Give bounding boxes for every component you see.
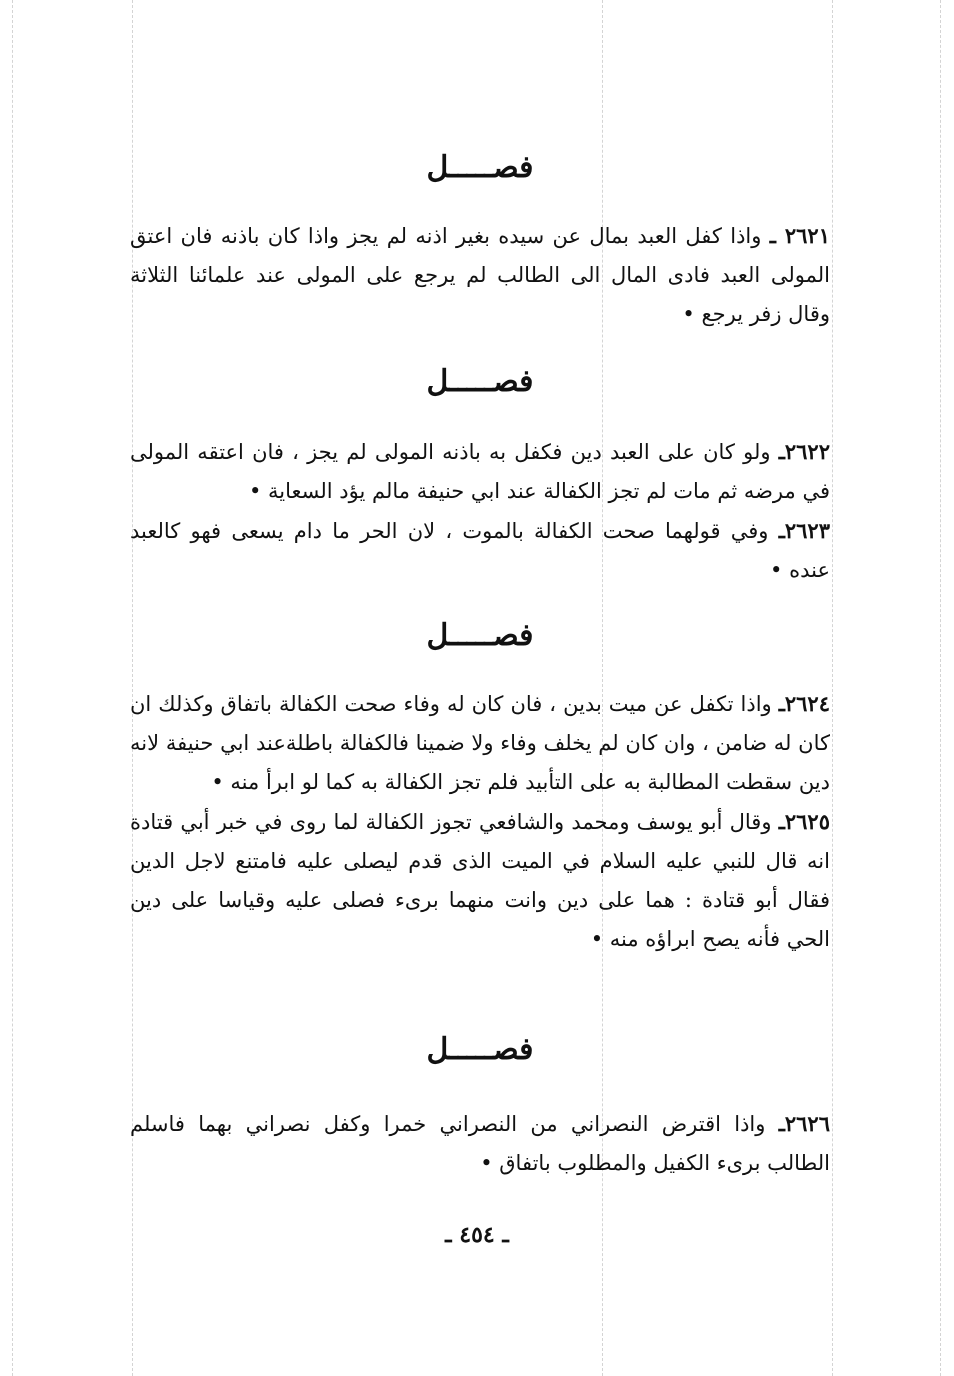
section-2-body [130, 432, 830, 590]
section-heading: فصـــــل [426, 618, 534, 653]
paragraph-number: ٢٦٢٢ـ [778, 439, 830, 464]
paragraph-2622 [130, 432, 830, 511]
paragraph-number: ٢٦٢٣ـ [778, 518, 830, 543]
paragraph-number: ٢٦٢٦ـ [778, 1111, 830, 1136]
paragraph-text: ولو كان على العبد دين فكفل به باذنه المولى لم يجز ، فان اعتقه المولى في مرضه ثم مات لم تجز الكفالة عند ابي حنيفة مالم يؤد السعاية • [130, 440, 830, 503]
paragraph-number: ٢٦٢٤ـ [778, 691, 830, 716]
paragraph-2623 [130, 511, 830, 590]
paragraph-number: ٢٦٢٥ـ [778, 809, 830, 834]
paragraph-text: واذا تكفل عن ميت بدين ، فان كان له وفاء صحت الكفالة باتفاق وكذلك ان كان له ضامن ، وان كان لم يخلف وفاء ولا ضمينا فالكفالة باطلةعند ابي حنيفة لانه دين سقطت المطالبة به على التأبيد فلم تجز الكفالة به كما لو ابرأ منه • [130, 692, 830, 794]
paragraph-text: وقال أبو يوسف ومحمد والشافعي تجوز الكفالة لما روى في خبر أبي قتادة انه قال للنبي عليه السلام في الميت الذى قدم ليصلى عليه فامتنع لاجل الدين فقال أبو قتادة : هما على دين وانت منهما برىء فصلى عليه وقياسا على دين الحي فأنه يصح ابراؤه منه • [130, 810, 830, 951]
section-4-body [130, 1104, 830, 1183]
section-3 [130, 612, 830, 660]
paragraph-2625 [130, 802, 830, 959]
section-1 [130, 144, 830, 192]
section-2 [130, 358, 830, 406]
scan-guide-line [940, 0, 941, 1376]
section-3-body [130, 684, 830, 959]
paragraph-number: ٢٦٢١ ـ [769, 223, 830, 248]
paragraph-text: واذا كفل العبد بمال عن سيده بغير اذنه لم يجز واذا كان باذنه فان اعتق المولى العبد فادى المال الى الطالب لم يرجع على المولى عند علمائنا الثلاثة وقال زفر يرجع • [130, 224, 830, 326]
section-4 [130, 1026, 830, 1074]
section-heading: فصـــــل [426, 150, 534, 185]
page-number: ـ ٤٥٤ ـ [445, 1222, 509, 1248]
paragraph-text: وفي قولهما صحت الكفالة بالموت ، لان الحر ما دام يسعى فهو كالعبد عنده • [130, 519, 830, 582]
scan-guide-line [832, 0, 833, 1376]
scan-guide-line [12, 0, 13, 1376]
paragraph-2624 [130, 684, 830, 802]
section-heading: فصـــــل [426, 1032, 534, 1067]
section-heading: فصـــــل [426, 364, 534, 399]
paragraph-2626 [130, 1104, 830, 1183]
section-1-body [130, 216, 830, 334]
paragraph-2621 [130, 216, 830, 334]
paragraph-text: واذا اقترض النصراني من النصراني خمرا وكفل نصراني بهما فاسلم الطالب برىء الكفيل والمطلوب باتفاق • [130, 1112, 830, 1175]
